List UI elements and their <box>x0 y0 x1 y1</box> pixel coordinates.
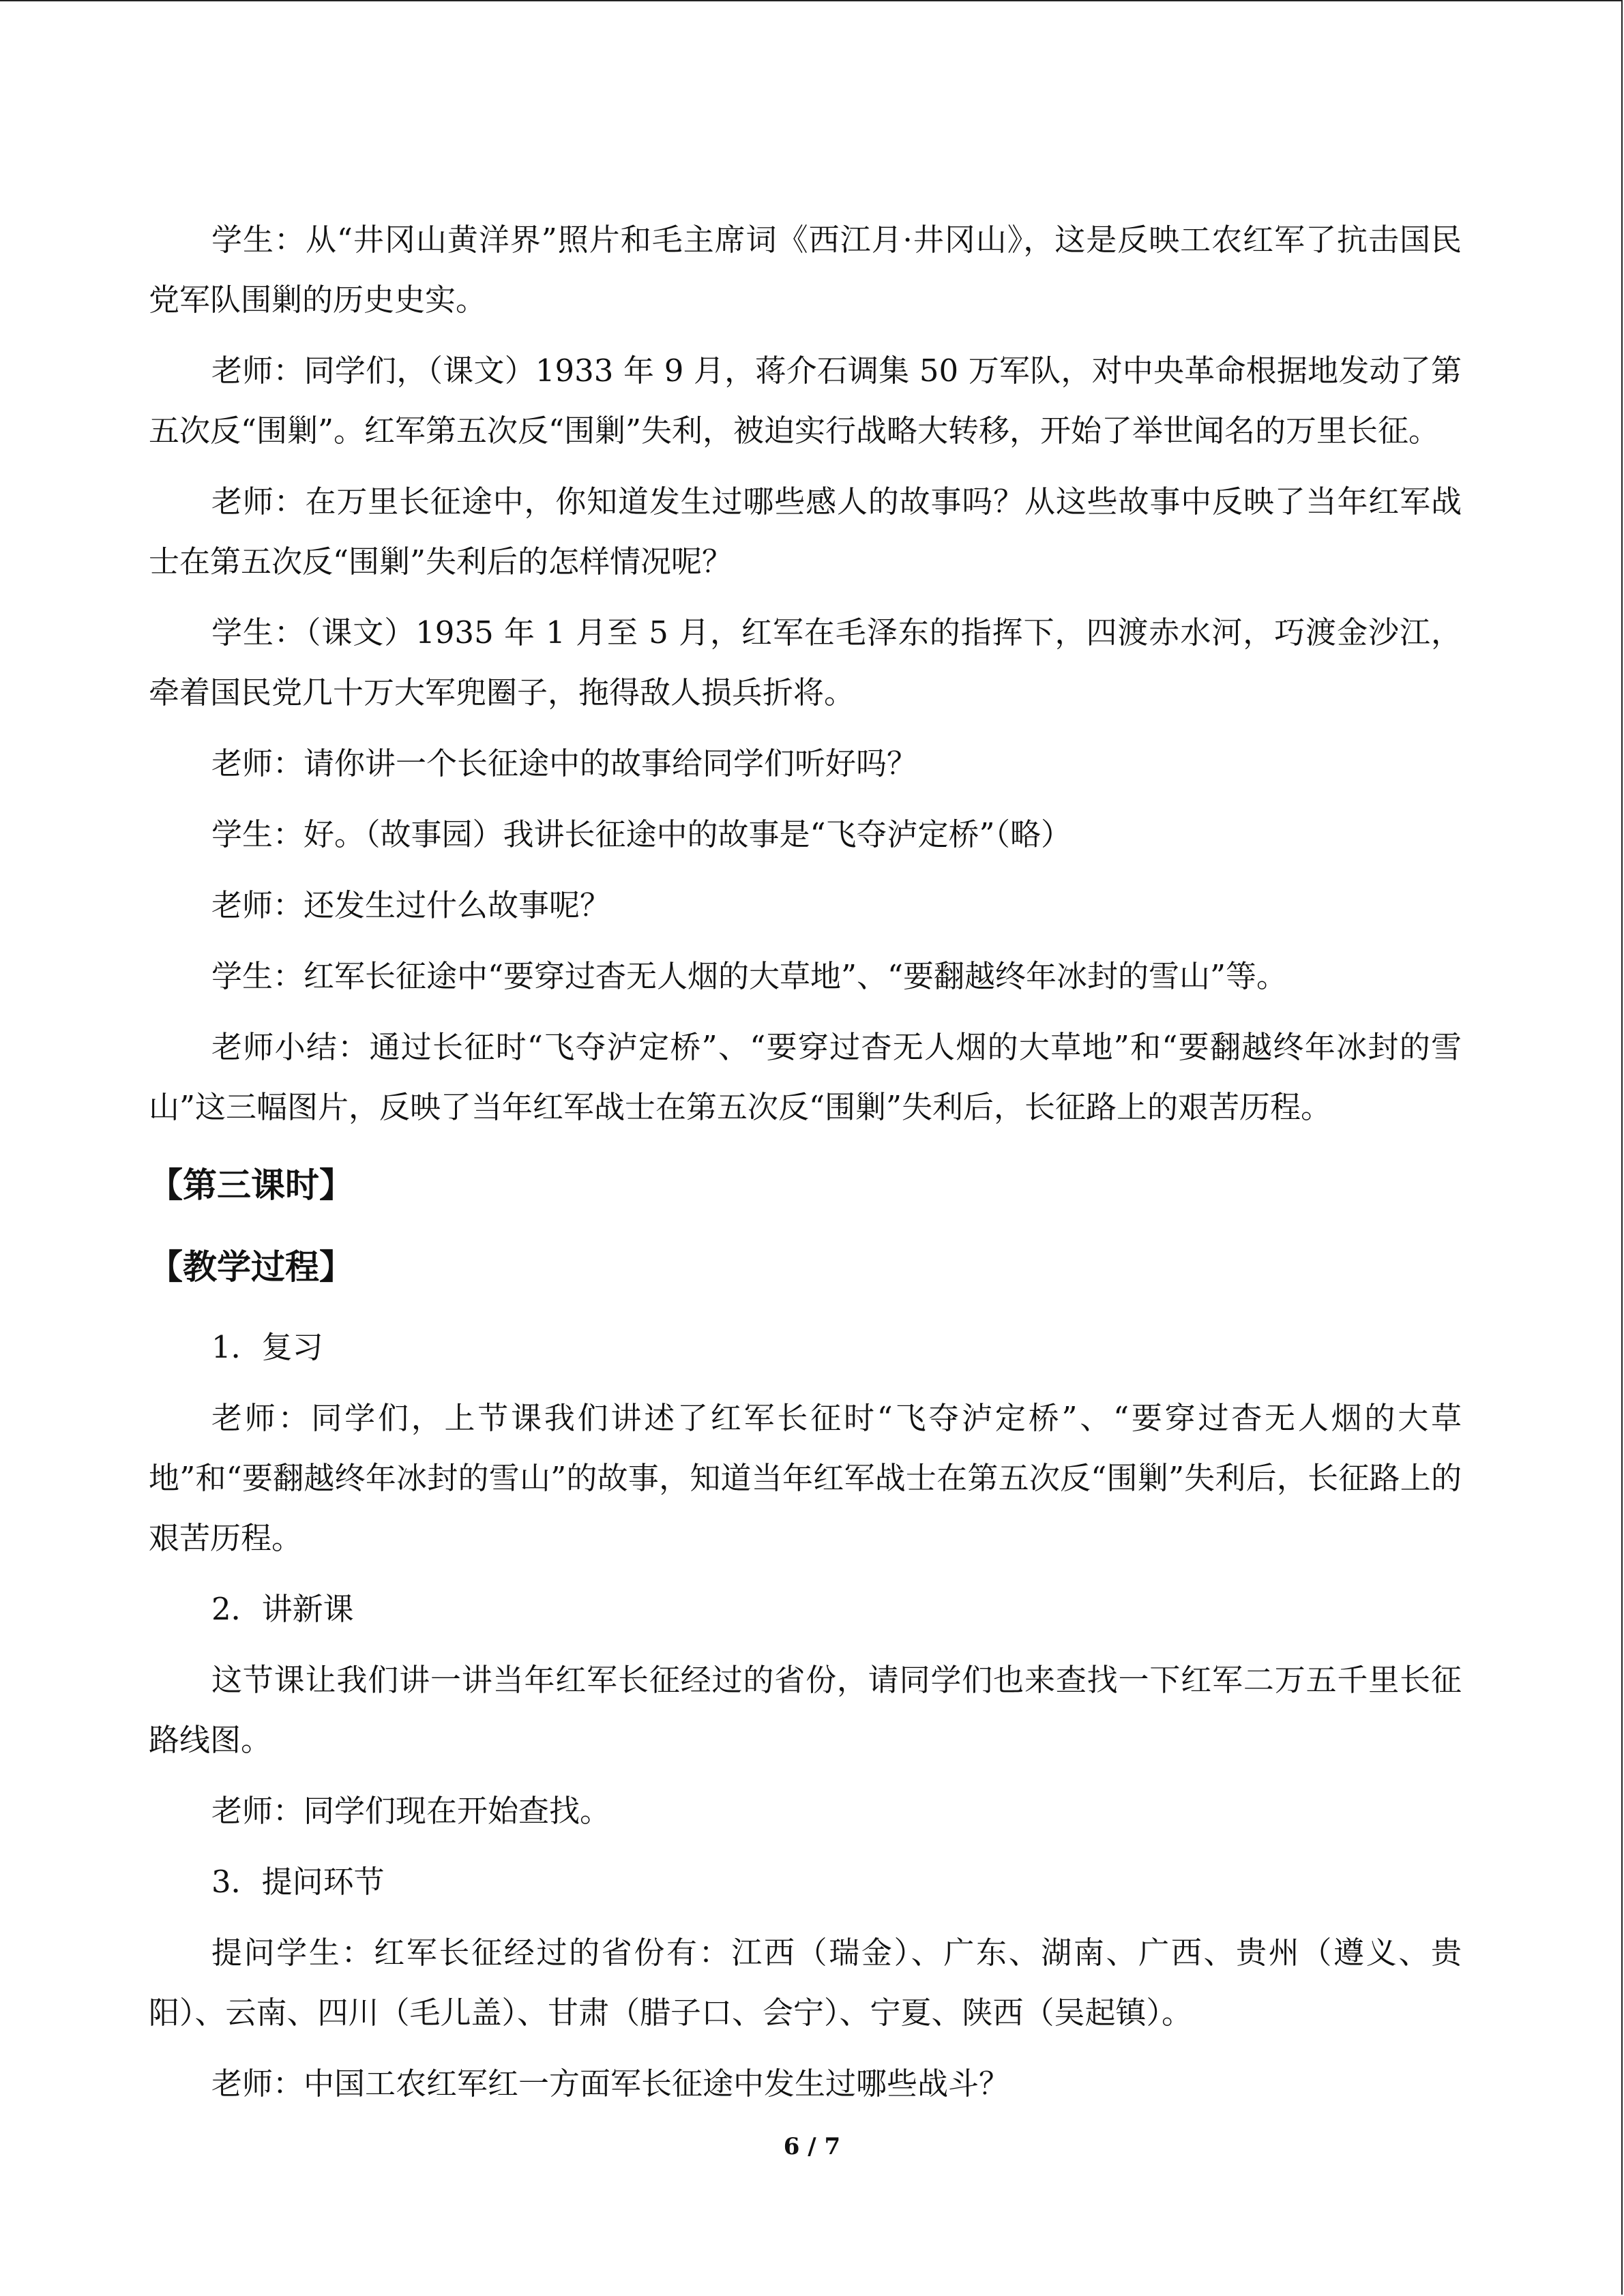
paragraph: 老师：还发生过什么故事呢？ <box>211 887 611 923</box>
section-heading-third-lesson: 【第三课时】 <box>149 1165 353 1205</box>
paragraph: 老师：同学们，（课文）1933 年 9 月，蒋介石调集 50 万军队，对中央革命根据地发动了第五次反“围剿”。红军第五次反“围剿”失利，被迫实行战略大转移，开始了举世闻名的万里长征。 <box>149 353 1462 449</box>
step-heading: 1．复习 <box>211 1329 323 1365</box>
paragraph: 学生：从“井冈山黄洋界”照片和毛主席词《西江月·井冈山》，这是反映工农红军了抗击国民党军队围剿的历史史实。 <box>149 222 1462 318</box>
paragraph: 提问学生：红军长征经过的省份有：江西（瑞金）、广东、湖南、广西、贵州（遵义、贵阳）、云南、四川（毛儿盖）、甘肃（腊子口、会宁）、宁夏、陕西（吴起镇）。 <box>149 1935 1462 2031</box>
paragraph: 学生：好。（故事园）我讲长征途中的故事是“飞夺泸定桥”（略） <box>211 816 1072 852</box>
paragraph: 老师：同学们，上节课我们讲述了红军长征时“飞夺泸定桥”、“要穿过杳无人烟的大草地”和“要翻越终年冰封的雪山”的故事，知道当年红军战士在第五次反“围剿”失利后，长征路上的艰苦历程。 <box>149 1400 1462 1556</box>
step-heading: 3．提问环节 <box>211 1864 385 1900</box>
paragraph: 老师：中国工农红军红一方面军长征途中发生过哪些战斗？ <box>211 2066 1010 2102</box>
page-number: 6 / 7 <box>783 2133 841 2160</box>
section-heading-teaching-process: 【教学过程】 <box>149 1247 353 1287</box>
paragraph: 老师：请你讲一个长征途中的故事给同学们听好吗？ <box>211 745 918 781</box>
paragraph: 老师：在万里长征途中，你知道发生过哪些感人的故事吗？从这些故事中反映了当年红军战士在第五次反“围剿”失利后的怎样情况呢？ <box>149 483 1462 580</box>
paragraph: 学生：红军长征途中“要穿过杳无人烟的大草地”、“要翻越终年冰封的雪山”等。 <box>211 958 1288 994</box>
paragraph: 这节课让我们讲一讲当年红军长征经过的省份，请同学们也来查找一下红军二万五千里长征路线图。 <box>149 1662 1462 1758</box>
paragraph: 老师：同学们现在开始查找。 <box>211 1793 611 1829</box>
paragraph: 老师小结：通过长征时“飞夺泸定桥”、“要穿过杳无人烟的大草地”和“要翻越终年冰封的雪山”这三幅图片，反映了当年红军战士在第五次反“围剿”失利后，长征路上的艰苦历程。 <box>149 1029 1462 1125</box>
paragraph: 学生：（课文）1935 年 1 月至 5 月，红军在毛泽东的指挥下，四渡赤水河，巧渡金沙江，牵着国民党几十万大军兜圈子，拖得敌人损兵折将。 <box>149 614 1462 711</box>
step-heading: 2．讲新课 <box>211 1591 354 1627</box>
document-body <box>149 210 1462 2125</box>
